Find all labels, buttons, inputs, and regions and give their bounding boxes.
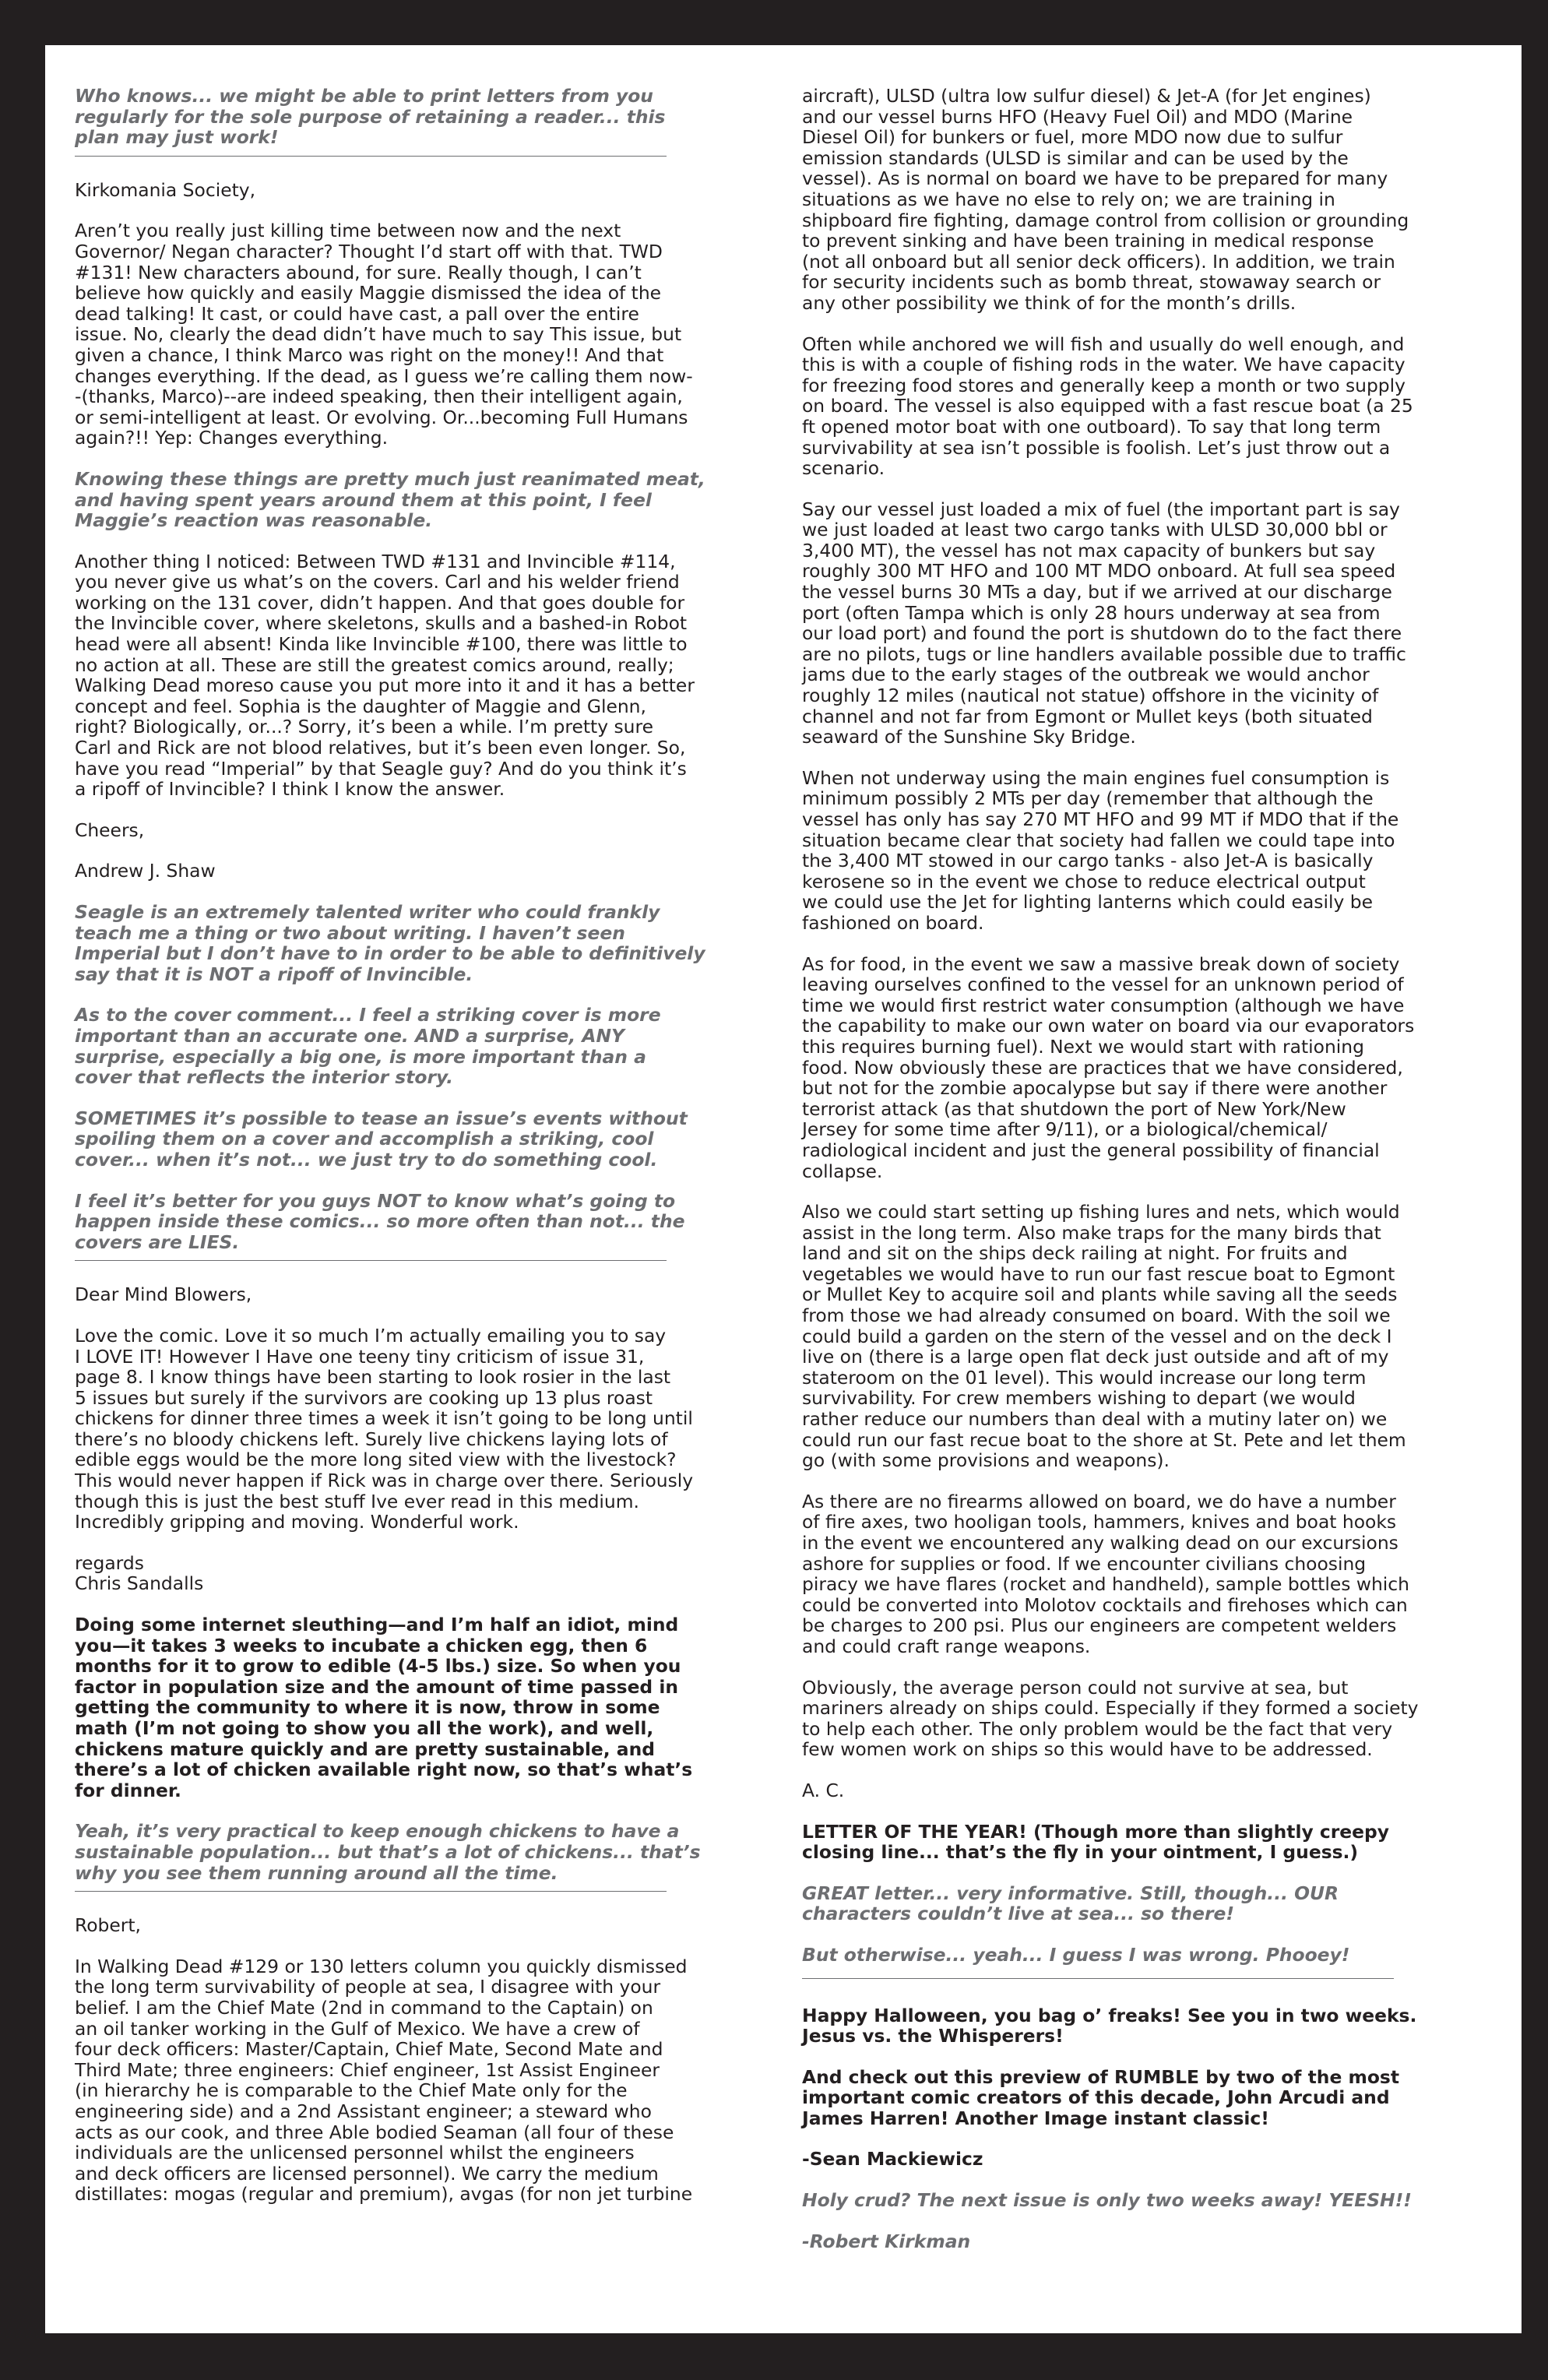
separator-line xyxy=(75,1260,667,1261)
letter-paragraph: Say our vessel just loaded a mix of fuel (the important part is say we just loaded at least two cargo tanks with ULSD 30,000 bbl or 3,400 MT), the vessel has not max capacity of bunkers but say roughly 300 MT HFO and 100 MT MDO onboard. At full sea speed the vessel burns 30 MTs a day, but if we arrived at our discharge port (often Tampa which is only 28 hours underway at sea from our load port) and found the port is shutdown do to the fact there are no pilots, tugs or line handlers available possible due to traffic jams due to the early stages of the outbreak we would anchor roughly 12 miles (nautical not statue) offshore in the vicinity of channel and not far from Egmont or Mullet keys (both situated seaward of the Sunshine Sky Bridge. xyxy=(802,498,1406,748)
letter-paragraph: Another thing I noticed: Between TWD #131 and Invincible #114, you never give us what’s on the covers. Carl and his welder friend working on the 131 cover, didn’t happen. And that goes double for the Invincible cover, where skeletons, skulls and a bashed-in Robot head were all absent! Kinda like Invincible #100, there was little to no action at all. These are still the greatest comics around, really; Walking Dead moreso cause you put more into it and it has a better concept and feel. Sophia is the daughter of Maggie and Glenn, right? Biologically, or...? Sorry, it’s been a while. I’m pretty sure Carl and Rick are not blood relatives, but it’s been even longer. So, have you read “Imperial” by that Seagle guy? And do you think it’s a ripoff of Invincible? I think I know the answer. xyxy=(75,550,695,801)
editor-signature: -Sean Mackiewicz xyxy=(802,2148,983,2171)
letter-paragraph: Also we could start setting up fishing lures and nets, which would assist in the long term. Also make traps for the many birds that land and sit on the ships deck railing at night. For fruits and vegetables we would have to run our fast rescue boat to Egmont or Mullet Key to acquire soil and plants while saving all the seeds from those we had already consumed on board. With the soil we could build a garden on the stern of the vessel and on the deck I live on (there is a large open flat deck just outside and aft of my stateroom on the 01 level). This would increase our long term survivability. For crew members wishing to depart (we would rather reduce our numbers than deal with a mutiny later on) we could run our fast recue boat to the shore at St. Pete and let them go (with some provisions and weapons). xyxy=(802,1201,1406,1472)
letter-paragraph: Obviously, the average person could not survive at sea, but mariners already on ships could. Especially if they formed a society to help each other. The only problem would be the fact that very few women work on ships so this would have to be addressed. xyxy=(802,1676,1419,1761)
letter-salutation: Dear Mind Blowers, xyxy=(75,1283,252,1306)
letter-paragraph: Aren’t you really just killing time between now and the next Governor/ Negan character? Thought I’d start off with that. TWD #131! New characters abound, for sure. Really though, I can’t believe how quickly and easily Maggie dismissed the idea of the dead talking! It cast, or could have cast, a pall over the entire issue. No, clearly the dead didn’t have much to say This issue, but given a chance, I think Marco was right on the money!! And that changes everything. If the dead, as I guess we’re calling them now- -(thanks, Marco)--are indeed speaking, then their intelligent again, or semi-intelligent at least. Or evolving. Or...becoming Full Humans again?!! Yep: Changes everything. xyxy=(75,220,693,449)
editor-closing: And check out this preview of RUMBLE by two of the most important comic creators of this decade, John Arcudi and James Harren! Another Image instant classic! xyxy=(802,2065,1400,2129)
editor-reply: GREAT letter... very informative. Still, though... OUR characters couldn’t live at sea... so there! xyxy=(802,1882,1339,1925)
letter-signature: A. C. xyxy=(802,1779,845,1801)
letter-signature: Andrew J. Shaw xyxy=(75,860,216,882)
editor-reply: I feel it’s better for you guys NOT to know what’s going to happen inside these comics... so more often than not... the covers are LIES. xyxy=(75,1189,685,1253)
editor-reply: Holy crud? The next issue is only two weeks away! YEESH!! xyxy=(802,2189,1412,2212)
letter-closing: Cheers, xyxy=(75,819,145,841)
right-column xyxy=(802,86,1487,2272)
separator-line xyxy=(75,156,667,157)
editor-reply: Knowing these things are pretty much just reanimated meat, and having spent years around them at this point, I feel Maggie’s reaction was reasonable. xyxy=(75,467,705,532)
letter-paragraph: As there are no firearms allowed on board, we do have a number of fire axes, two hooligan tools, hammers, knives and boat hooks in the event we encountered any walking dead on our excursions ashore for supplies or food. If we encounter civilians choosing piracy we have flares (rocket and handheld), sample bottles which could be converted into Molotov cocktails and firehoses which can be charges to 200 psi. Plus our engineers are competent welders and could craft range weapons. xyxy=(802,1490,1409,1657)
separator-line xyxy=(75,1891,667,1892)
letter-paragraph: aircraft), ULSD (ultra low sulfur diesel) & Jet-A (for Jet engines) and our vessel burns HFO (Heavy Fuel Oil) and MDO (Marine Diesel Oil) for bunkers or fuel, more MDO now due to sulfur emission standards (ULSD is similar and can be used by the vessel). As is normal on board we have to be prepared for many situations as we have no else to rely on; we are training in shipboard fire fighting, damage control from collision or grounding to prevent sinking and have been training in medical response (not all onboard but all senior deck officers). In addition, we train for security incidents such as bomb threat, stowaway search or any other possibility we think of for the month’s drills. xyxy=(802,85,1409,314)
left-column xyxy=(75,86,760,2225)
editor-bold-reply: LETTER OF THE YEAR! (Though more than slightly creepy closing line... that’s the fly in your ointment, I guess.) xyxy=(802,1820,1389,1864)
letter-paragraph: Love the comic. Love it so much I’m actually emailing you to say I LOVE IT! However I Have one teeny tiny criticism of issue 31, page 8. I know things have been starting to look rosier in the last 5 issues but surely if the survivors are cooking up 13 plus roast chickens for dinner three times a week it isn’t going to be long until there’s no bloody chickens left. Surely live chickens laying lots of edible eggs would be the more long sited view with the livestock? This would never happen if Rick was in charge over there. Seriously though this is just the best stuff Ive ever read in this medium. Incredibly gripping and moving. Wonderful work. xyxy=(75,1324,694,1533)
editor-reply: Seagle is an extremely talented writer who could frankly teach me a thing or two about writing. I haven’t seen Imperial but I don’t have to in order to be able to definitively say that it is NOT a ripoff of Invincible. xyxy=(75,901,705,985)
editor-reply-intro: Who knows... we might be able to print letters from you regularly for the sole purpose of retaining a reader... this plan may just work! xyxy=(75,85,666,149)
letter-paragraph: Often while anchored we will fish and usually do well enough, and this is with a couple of fishing rods in the water. We have capacity for freezing food stores and generally keep a month or two supply on board. The vessel is also equipped with a fast rescue boat (a 25 ft opened motor boat with one outboard). To say that long term survivability at sea isn’t possible is foolish. Let’s just throw out a scenario. xyxy=(802,333,1413,480)
letters-page xyxy=(45,45,1522,2333)
letter-salutation: Kirkomania Society, xyxy=(75,178,256,201)
letter-paragraph: In Walking Dead #129 or 130 letters column you quickly dismissed the long term survivability of people at sea, I disagree with your belief. I am the Chief Mate (2nd in command to the Captain) on an oil tanker working in the Gulf of Mexico. We have a crew of four deck officers: Master/Captain, Chief Mate, Second Mate and Third Mate; three engineers: Chief engineer, 1st Assist Engineer (in hierarchy he is comparable to the Chief Mate only for the engineering side) and a 2nd Assistant engineer; a steward who acts as our cook, and three Able bodied Seaman (all four of these individuals are the unlicensed personnel whilst the engineers and deck officers are licensed personnel). We carry the medium distillates: mogas (regular and premium), avgas (for non jet turbine xyxy=(75,1955,693,2206)
editor-reply: Yeah, it’s very practical to keep enough chickens to have a sustainable population... but that’s a lot of chickens... that’s why you see them running around all the time. xyxy=(75,1820,701,1884)
editor-reply: SOMETIMES it’s possible to tease an issue’s events without spoiling them on a cover and accomplish a striking, cool cover... when it’s not... we just try to do something cool. xyxy=(75,1107,688,1171)
letter-closing: regards Chris Sandalls xyxy=(75,1551,204,1595)
editor-signature: -Robert Kirkman xyxy=(802,2230,971,2252)
separator-line xyxy=(802,1978,1394,1979)
letter-paragraph: When not underway using the main engines fuel consumption is minimum possibly 2 MTs per day (remember that although the vessel has only has say 270 MT HFO and 99 MT if MDO that if the situation became clear that society had fallen we could tape into the 3,400 MT stowed in our cargo tanks - also Jet-A is basically kerosene so in the event we chose to reduce electrical output we could use the Jet for lighting lanterns which could easily be fashioned on board. xyxy=(802,766,1399,934)
letter-paragraph: As for food, in the event we saw a massive break down of society leaving ourselves confined to the vessel for an unknown period of time we would first restrict water consumption (although we have the capability to make our own water on board via our evaporators this requires burning fuel). Next we would start with rationing food. Now obviously these are practices that we have considered, but not for the zombie apocalypse but say if there were another terrorist attack (as that shutdown the port of New York/New Jersey for some time after 9/11), or a biological/chemical/ radiological incident and just the general possibility of financial collapse. xyxy=(802,952,1415,1182)
editor-reply: But otherwise... yeah... I guess I was wrong. Phooey! xyxy=(802,1943,1350,1966)
editor-reply: As to the cover comment... I feel a striking cover is more important than an accurate one. AND a surprise, ANY surprise, especially a big one, is more important than a cover that reflects the interior story. xyxy=(75,1004,661,1089)
editor-closing: Happy Halloween, you bag o’ freaks! See you in two weeks. Jesus vs. the Whisperers! xyxy=(802,2004,1417,2047)
letter-salutation: Robert, xyxy=(75,1914,141,1937)
editor-bold-reply: Doing some internet sleuthing—and I’m half an idiot, mind you—it takes 3 weeks to incubate a chicken egg, then 6 months for it to grow to edible (4-5 lbs.) size. So when you factor in population size and the amount of time passed in getting the community to where it is now, throw in some math (I’m not going to show you all the work), and well, chickens mature quickly and are pretty sustainable, and there’s a lot of chicken available right now, so that’s what’s for dinner. xyxy=(75,1614,693,1801)
